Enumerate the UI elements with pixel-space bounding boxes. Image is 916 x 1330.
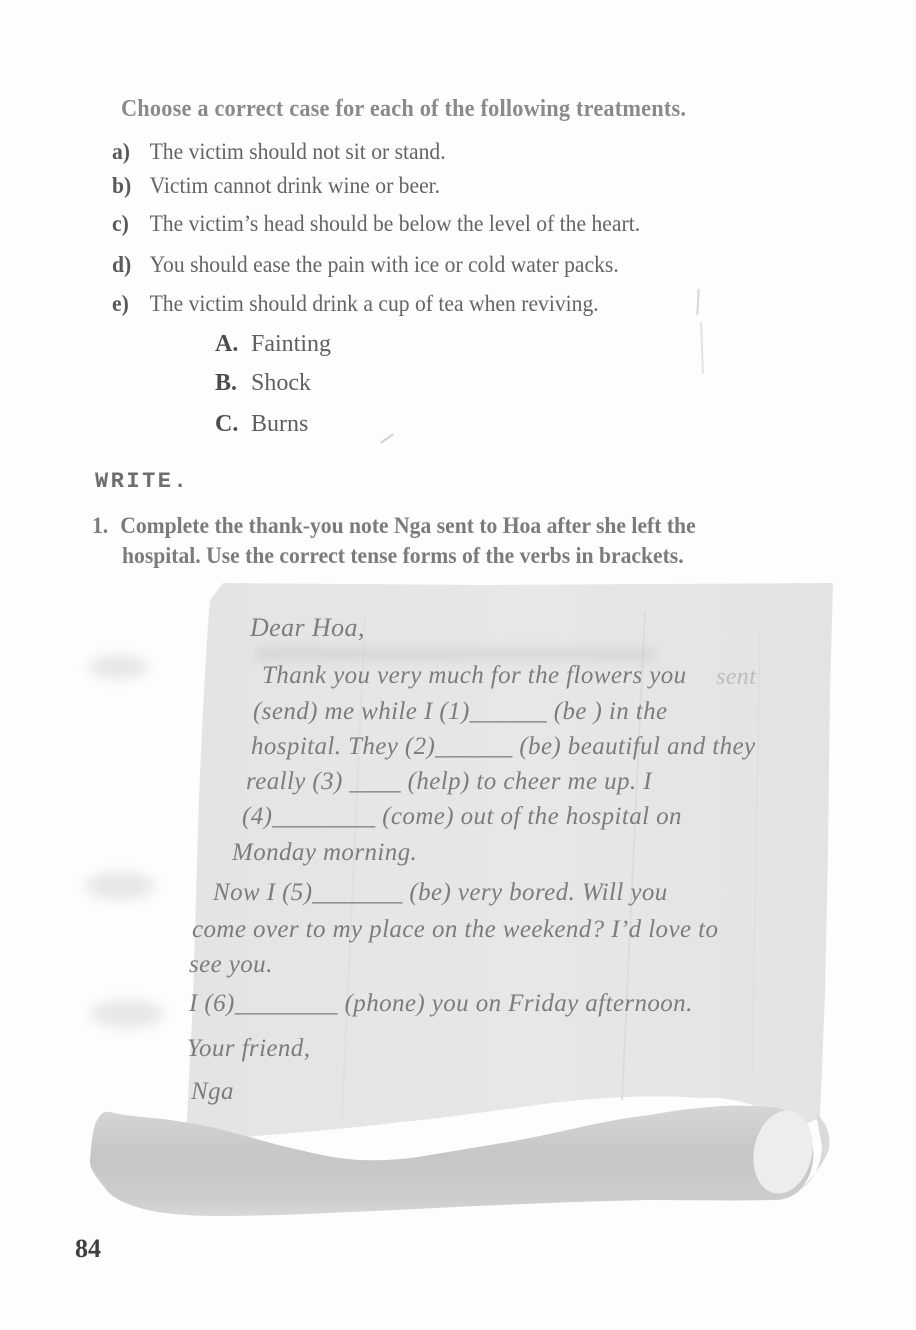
item-text: The victim’s head should be below the level of the heart.: [149, 211, 641, 236]
letter-line: Thank you very much for the flowers you: [262, 662, 687, 689]
option-text: Burns: [251, 411, 309, 437]
treatment-item-c: [112, 211, 640, 237]
letter-line: Nga: [191, 1078, 234, 1105]
choose-exercise-heading: Choose a correct case for each of the following treatments.: [121, 96, 687, 122]
scan-artifact: [700, 322, 704, 374]
scan-smudge: [90, 1000, 164, 1028]
item-label: e): [112, 291, 129, 316]
item-label: c): [112, 211, 129, 236]
exercise1-instructions-line1: [92, 513, 696, 539]
page-number: 84: [75, 1234, 101, 1263]
case-option-c: [215, 411, 308, 438]
letter-line: (4)________ (come) out of the hospital on: [242, 803, 682, 830]
letter-line: Your friend,: [187, 1035, 311, 1062]
letter-line: hospital. They (2)______ (be) beautiful and they: [251, 733, 756, 760]
treatment-item-b: [112, 173, 440, 199]
item-text: You should ease the pain with ice or cold water packs.: [149, 252, 619, 277]
option-text: Fainting: [251, 331, 332, 357]
write-section-heading: WRITE.: [95, 469, 190, 494]
scan-artifact: [696, 289, 699, 315]
scan-smudge: [85, 872, 155, 900]
letter-line: (send) me while I (1)______ (be ) in the: [253, 698, 668, 725]
exercise1-number: 1.: [92, 513, 109, 538]
scan-artifact: [380, 433, 393, 443]
letter-line: really (3) ____ (help) to cheer me up. I: [246, 768, 652, 795]
item-label: b): [112, 173, 132, 198]
option-text: Shock: [251, 370, 311, 396]
option-label: B.: [215, 370, 238, 396]
scan-smudge: [255, 648, 655, 660]
scan-smudge: [88, 655, 148, 679]
letter-line: Dear Hoa,: [250, 613, 365, 642]
case-option-a: [215, 331, 331, 358]
item-text: The victim should not sit or stand.: [149, 139, 446, 164]
treatment-item-d: [112, 252, 619, 278]
treatment-item-a: [112, 139, 446, 165]
letter-line: come over to my place on the weekend? I’d love to: [192, 916, 719, 943]
letter-line: I (6)________ (phone) you on Friday afternoon.: [189, 990, 693, 1017]
item-label: a): [112, 139, 131, 164]
option-label: C.: [215, 411, 239, 437]
item-label: d): [112, 252, 132, 277]
letter-line: see you.: [189, 951, 273, 978]
exercise1-instructions-line2: hospital. Use the correct tense forms of the verbs in brackets.: [122, 543, 684, 568]
letter-line: Monday morning.: [232, 839, 418, 866]
treatment-item-e: [112, 291, 599, 317]
case-option-b: [215, 370, 311, 397]
letter-ghost-word: sent: [716, 664, 757, 690]
letter-line: Now I (5)_______ (be) very bored. Will you: [213, 879, 668, 906]
item-text: The victim should drink a cup of tea when reviving.: [149, 291, 599, 316]
option-label: A.: [215, 331, 239, 357]
item-text: Victim cannot drink wine or beer.: [149, 173, 441, 198]
exercise1-text: Complete the thank-you note Nga sent to Hoa after she left the: [120, 513, 696, 538]
